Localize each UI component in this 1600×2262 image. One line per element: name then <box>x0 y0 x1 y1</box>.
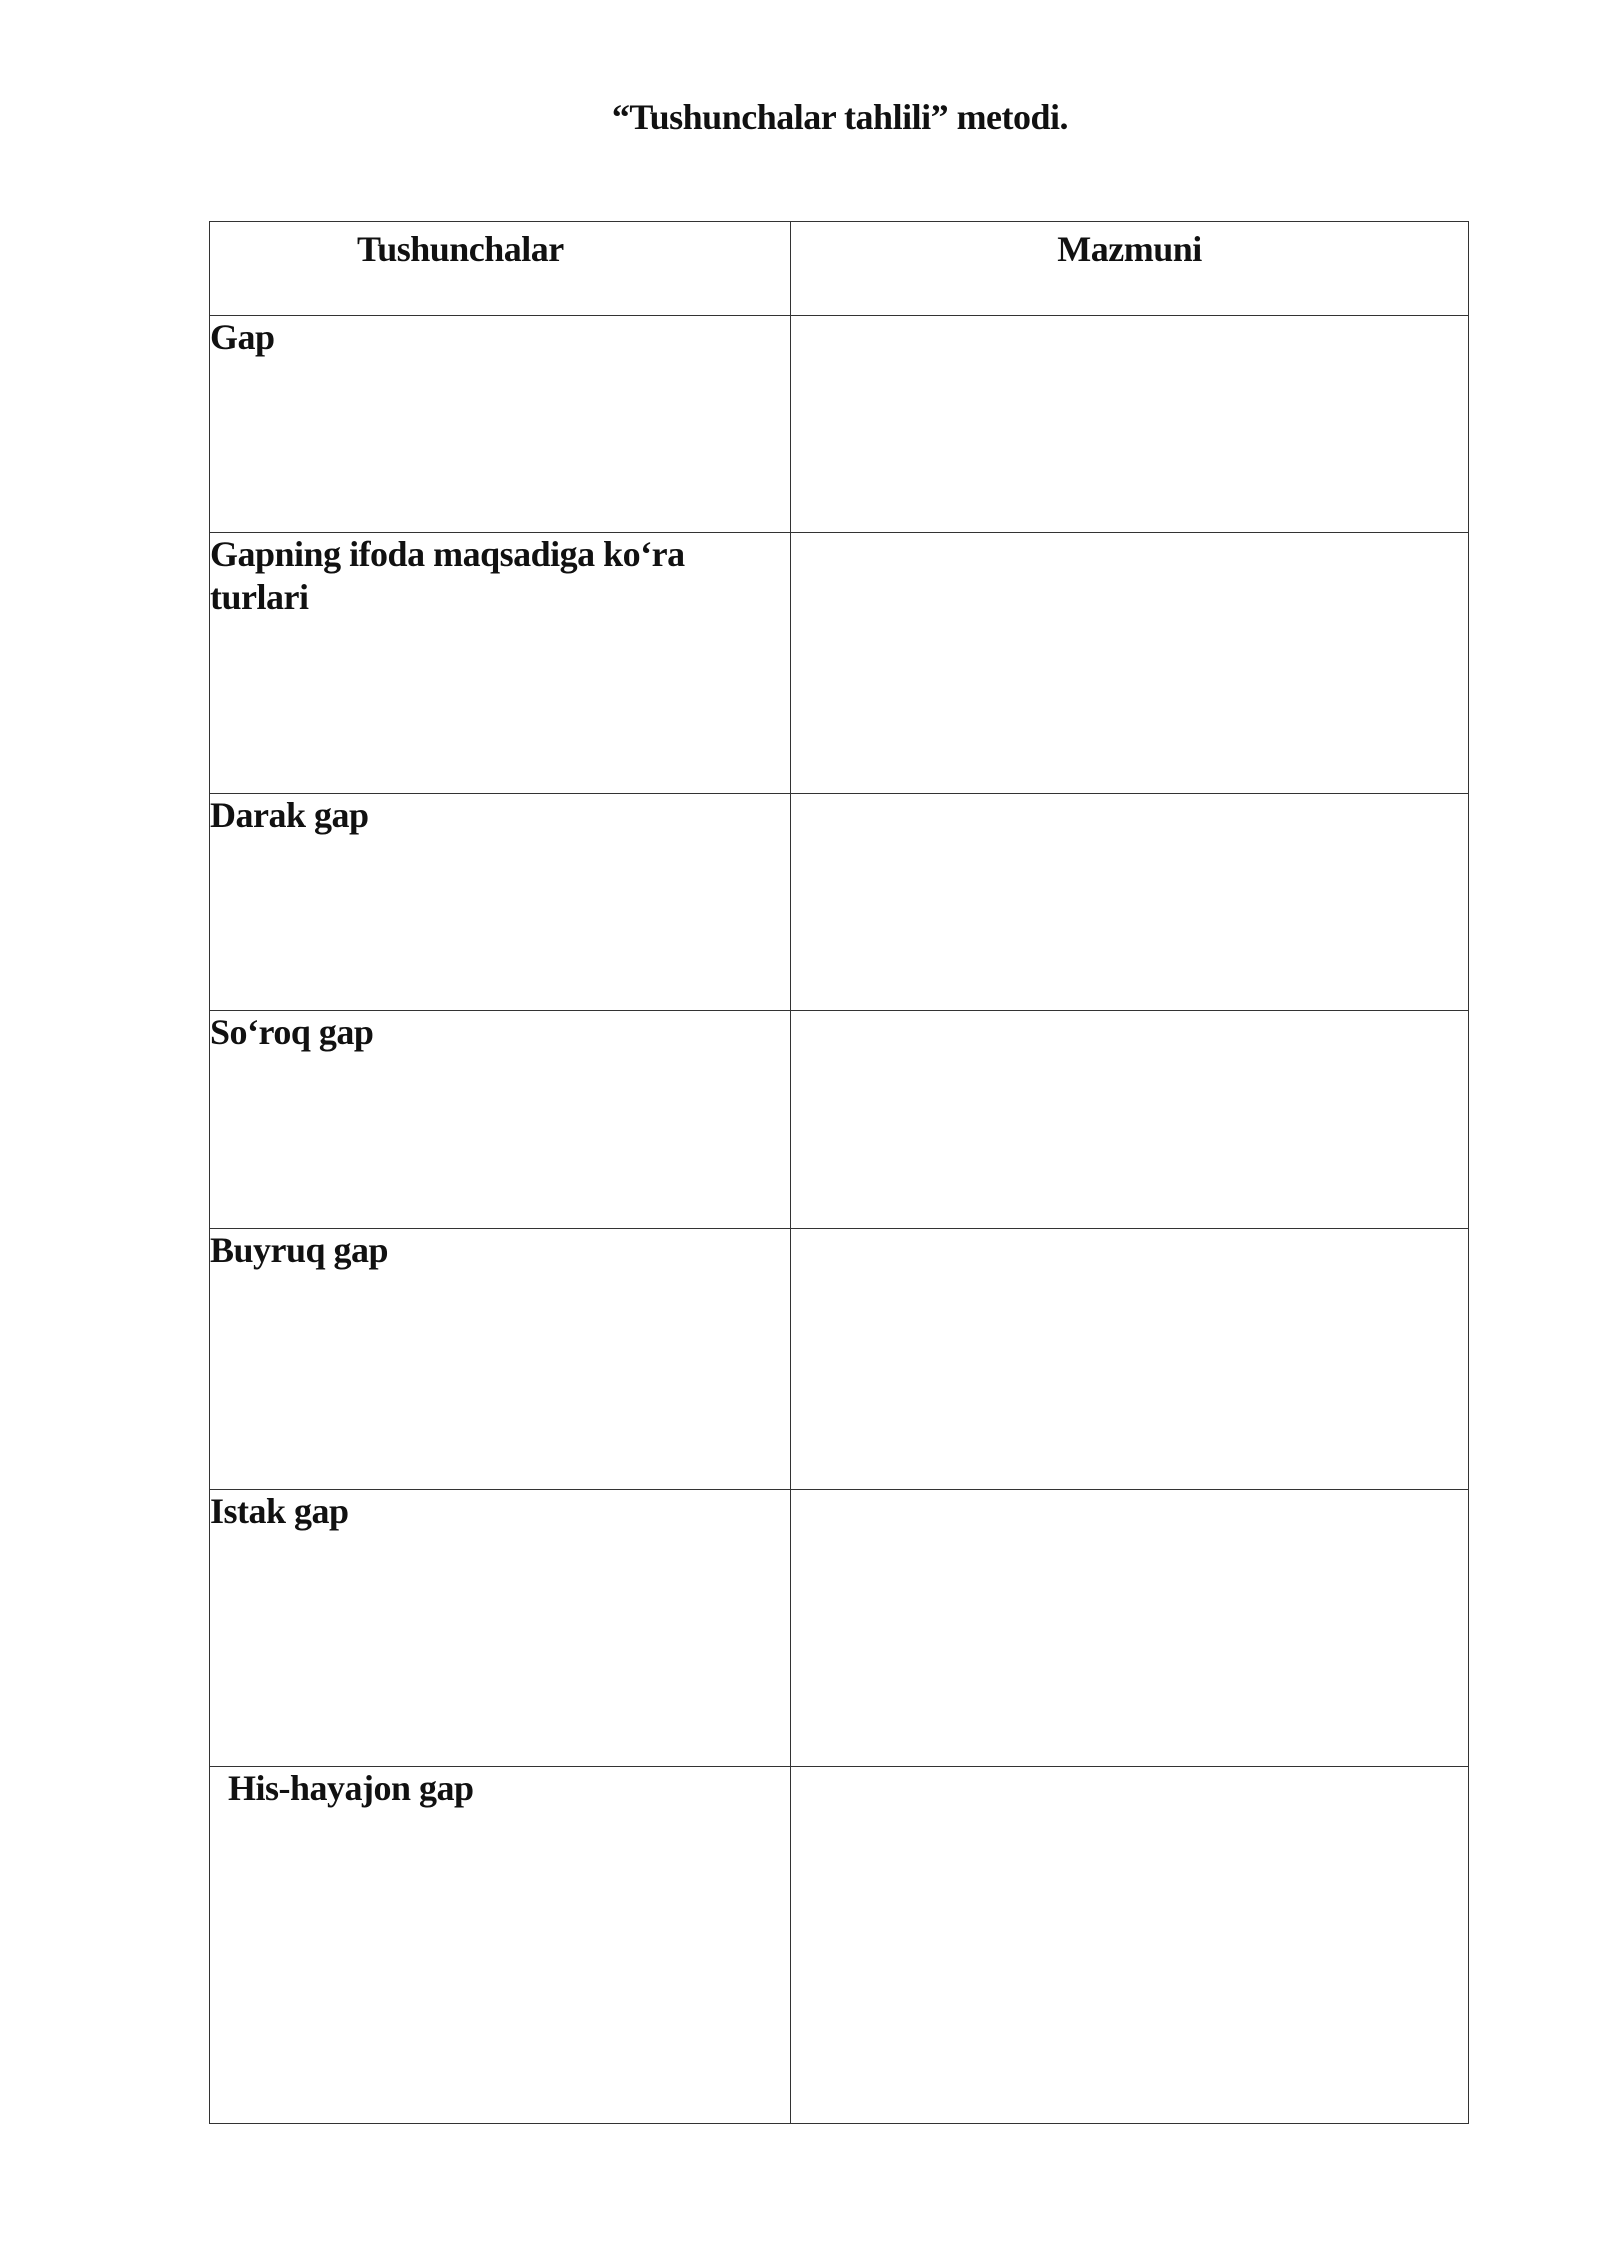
concept-cell: His-hayajon gap <box>210 1767 791 2124</box>
content-cell[interactable] <box>791 533 1469 794</box>
concept-analysis-table <box>209 221 1469 2124</box>
concept-cell: Darak gap <box>210 794 791 1011</box>
table-row <box>210 1229 1469 1490</box>
concept-cell: Gapning ifoda maqsadiga ko‘ra turlari <box>210 533 791 794</box>
content-cell[interactable] <box>791 316 1469 533</box>
table-row <box>210 1767 1469 2124</box>
concept-cell: Istak gap <box>210 1490 791 1767</box>
content-cell[interactable] <box>791 1490 1469 1767</box>
content-cell[interactable] <box>791 1011 1469 1229</box>
page-title: “Tushunchalar tahlili” metodi. <box>611 97 1069 137</box>
content-cell[interactable] <box>791 794 1469 1011</box>
table-row <box>210 316 1469 533</box>
content-cell[interactable] <box>791 1767 1469 2124</box>
content-cell[interactable] <box>791 1229 1469 1490</box>
table-row <box>210 1490 1469 1767</box>
column-header-content: Mazmuni <box>791 222 1469 316</box>
table-row <box>210 1011 1469 1229</box>
column-header-concepts: Tushunchalar <box>210 222 791 316</box>
table-row <box>210 794 1469 1011</box>
table-header-row <box>210 222 1469 316</box>
concept-cell: Buyruq gap <box>210 1229 791 1490</box>
concept-cell: Gap <box>210 316 791 533</box>
table-row <box>210 533 1469 794</box>
concept-cell: So‘roq gap <box>210 1011 791 1229</box>
